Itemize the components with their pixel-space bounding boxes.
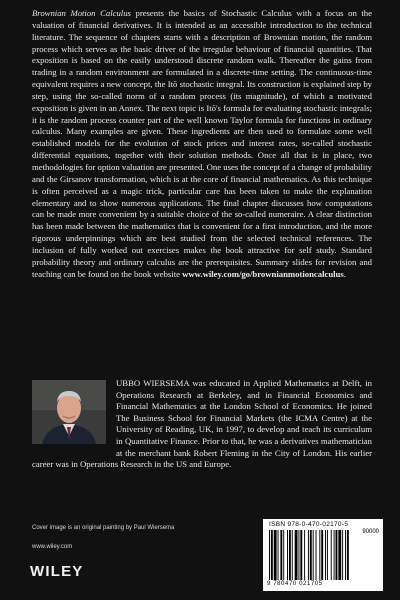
barcode-bar xyxy=(280,530,282,580)
barcode-bar xyxy=(308,530,309,580)
barcode-bar xyxy=(304,530,305,580)
barcode-bar xyxy=(321,530,323,580)
barcode-digits: 9 780470 021705 xyxy=(267,581,323,587)
barcode-bar xyxy=(269,530,270,580)
isbn-label: ISBN 978-0-470-02170-5 xyxy=(269,521,349,528)
barcode-bar xyxy=(336,530,338,580)
barcode-bar xyxy=(319,530,320,580)
barcode-bar xyxy=(300,530,302,580)
publisher-website[interactable]: www.wiley.com xyxy=(32,544,73,550)
barcode-bar xyxy=(283,530,284,580)
cover-credit: Cover image is an original painting by Paul Wiersema xyxy=(32,525,175,531)
barcode-bars xyxy=(269,530,377,580)
price-code: 90000 xyxy=(362,529,379,535)
description-end: . xyxy=(343,268,346,279)
book-website-link[interactable]: www.wiley.com/go/brownianmotioncalculus xyxy=(182,268,344,279)
barcode-bar xyxy=(274,530,277,580)
barcode-bar xyxy=(313,530,314,580)
author-bio-text: UBBO WIERSEMA was educated in Applied Mathematics at Delft, in Operations Research at Berkeley, and in Financial Economics and Financial Mathematics at the London School of Economics. He joined The Business School for Financial Markets (the ICMA Centre) at the University of Reading, UK, in 1997, to develop and teach its curriculum in Quantitative Finance. Prior to that, he was a derivatives mathematician at the merchant bank Robert Fleming in the City of London. His earlier career was in Operations Research in the US and Europe. xyxy=(32,378,372,470)
barcode-bar xyxy=(271,530,273,580)
barcode-bar xyxy=(292,530,293,580)
barcode-bar xyxy=(347,530,349,580)
barcode-bar xyxy=(310,530,312,580)
author-bio xyxy=(32,378,372,471)
barcode-bar xyxy=(278,530,279,580)
barcode-bar xyxy=(338,530,341,580)
barcode-bar xyxy=(345,530,346,580)
book-title: Brownian Motion Calculus xyxy=(32,8,131,18)
barcode-bar xyxy=(334,530,335,580)
barcode-bar xyxy=(298,530,299,580)
barcode-bar xyxy=(331,530,332,580)
wiley-logo: WILEY xyxy=(30,563,84,580)
barcode-bar xyxy=(295,530,298,580)
barcode-bar xyxy=(316,530,317,580)
barcode-bar xyxy=(287,530,288,580)
description-text: presents the basics of Stochastic Calculus with a focus on the valuation of financial derivatives. It is intended as an accessible introduction to the technical literature. The sequence of chapters starts with a description of Brownian motion, the random process which serves as the basic driver of the irregular behaviour of financial quantities. That exposition is based on the easily understood discrete random walk. Thereafter the gains from trading in a random environment are formulated in a discrete-time setting. The continuous-time equivalent requires a new concept, the Itō stochastic integral. Its construction is explained step by step, using the so-called norm of a random process (its magnitude), of which a motivated exposition is given in an Annex. The next topic is Itō's formula for evaluating stochastic integrals; it is the random process counter part of the well known Taylor formula for functions in ordinary calculus. Many examples are given. These ingredients are then used to formulate some well established models for the evolution of stock prices and interest rates, so-called stochastic differential equations, together with their solution methods. Once all that is in place, two methodologies for option valuation are presented. One uses the concept of a change of probability and the Girsanov transformation, which is at the core of financial mathematics. As this technique is often perceived as a magic trick, particular care has been taken to make the explanation elementary and to show numerous applications. The final chapter discusses how computations can be made more convenient by a suitable choice of the so-called numeraire. A clear distinction has been made between the mathematics that is convenient for a first introduction, and the more rigorous underpinnings which are best studied from the selected technical references. The inclusion of fully worked out exercises makes the book attractive for self study. Standard probability theory and ordinary calculus are the prerequisites. Summary slides for revision and teaching can be found on the book website xyxy=(32,8,372,279)
barcode-bar xyxy=(327,530,328,580)
isbn-barcode-panel xyxy=(263,519,383,591)
barcode-bar xyxy=(342,530,343,580)
barcode-bar xyxy=(289,530,291,580)
barcode-bar xyxy=(325,530,326,580)
book-description xyxy=(32,8,372,280)
